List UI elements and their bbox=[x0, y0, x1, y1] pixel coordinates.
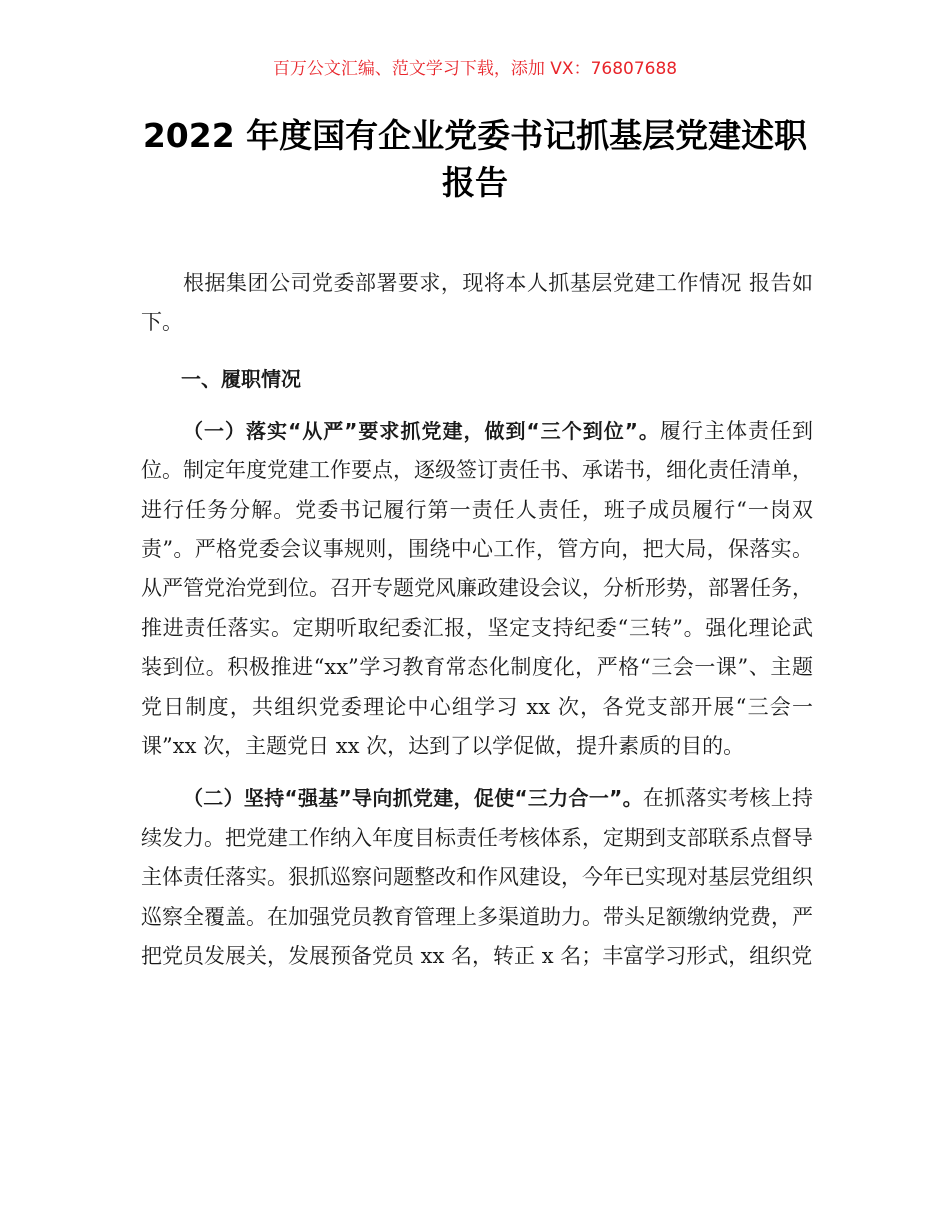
subsection-1-paragraph bbox=[141, 412, 813, 767]
document-body bbox=[141, 264, 813, 977]
document-title: 2022 年度国有企业党委书记抓基层党建述职报告 bbox=[142, 116, 808, 202]
subsection-1-lead: （一）落实“从严”要求抓党建，做到“三个到位”。 bbox=[183, 418, 660, 443]
subsection-2-lead: （二）坚持“强基”导向抓党建，促使“三力合一”。 bbox=[183, 786, 643, 811]
header-watermark-text: 百万公文汇编、范文学习下载，添加 VX：76807688 bbox=[272, 59, 678, 79]
subsection-1-body: 履行主体责任到位。制定年度党建工作要点，逐级签订责任书、承诺书，细化责任清单，进行任务分解。党委书记履行第一责任人责任，班子成员履行“一岗双责”。严格党委会议事规则，围绕中心工作，管方向，把大局，保落实。从严管党治党到位。召开专题党风廉政建设会议，分析形势，部署任务，推进责任落实。定期听取纪委汇报，坚定支持纪委“三转”。强化理论武装到位。积极推进“xx”学习教育常态化制度化，严格“三会一课”、主题党日制度，共组织党委理论中心组学习 xx 次，各党支部开展“三会一课”xx 次，主题党日 xx 次，达到了以学促做，提升素质的目的。 bbox=[141, 418, 814, 759]
intro-paragraph: 根据集团公司党委部署要求，现将本人抓基层党建工作情况 报告如下。 bbox=[141, 271, 813, 335]
subsection-2-body: 在抓落实考核上持续发力。把党建工作纳入年度目标责任考核体系，定期到支部联系点督导主体责任落实。狠抓巡察问题整改和作风建设，今年已实现对基层党组织巡察全覆盖。在加强党员教育管理上多渠道助力。带头足额缴纳党费，严把党员发展关，发展预备党员 xx 名，转正 x 名；丰富学习形式，组织党 bbox=[141, 786, 814, 969]
section-heading-performance: 一、履职情况 bbox=[181, 366, 301, 391]
subsection-2-paragraph bbox=[141, 779, 813, 976]
